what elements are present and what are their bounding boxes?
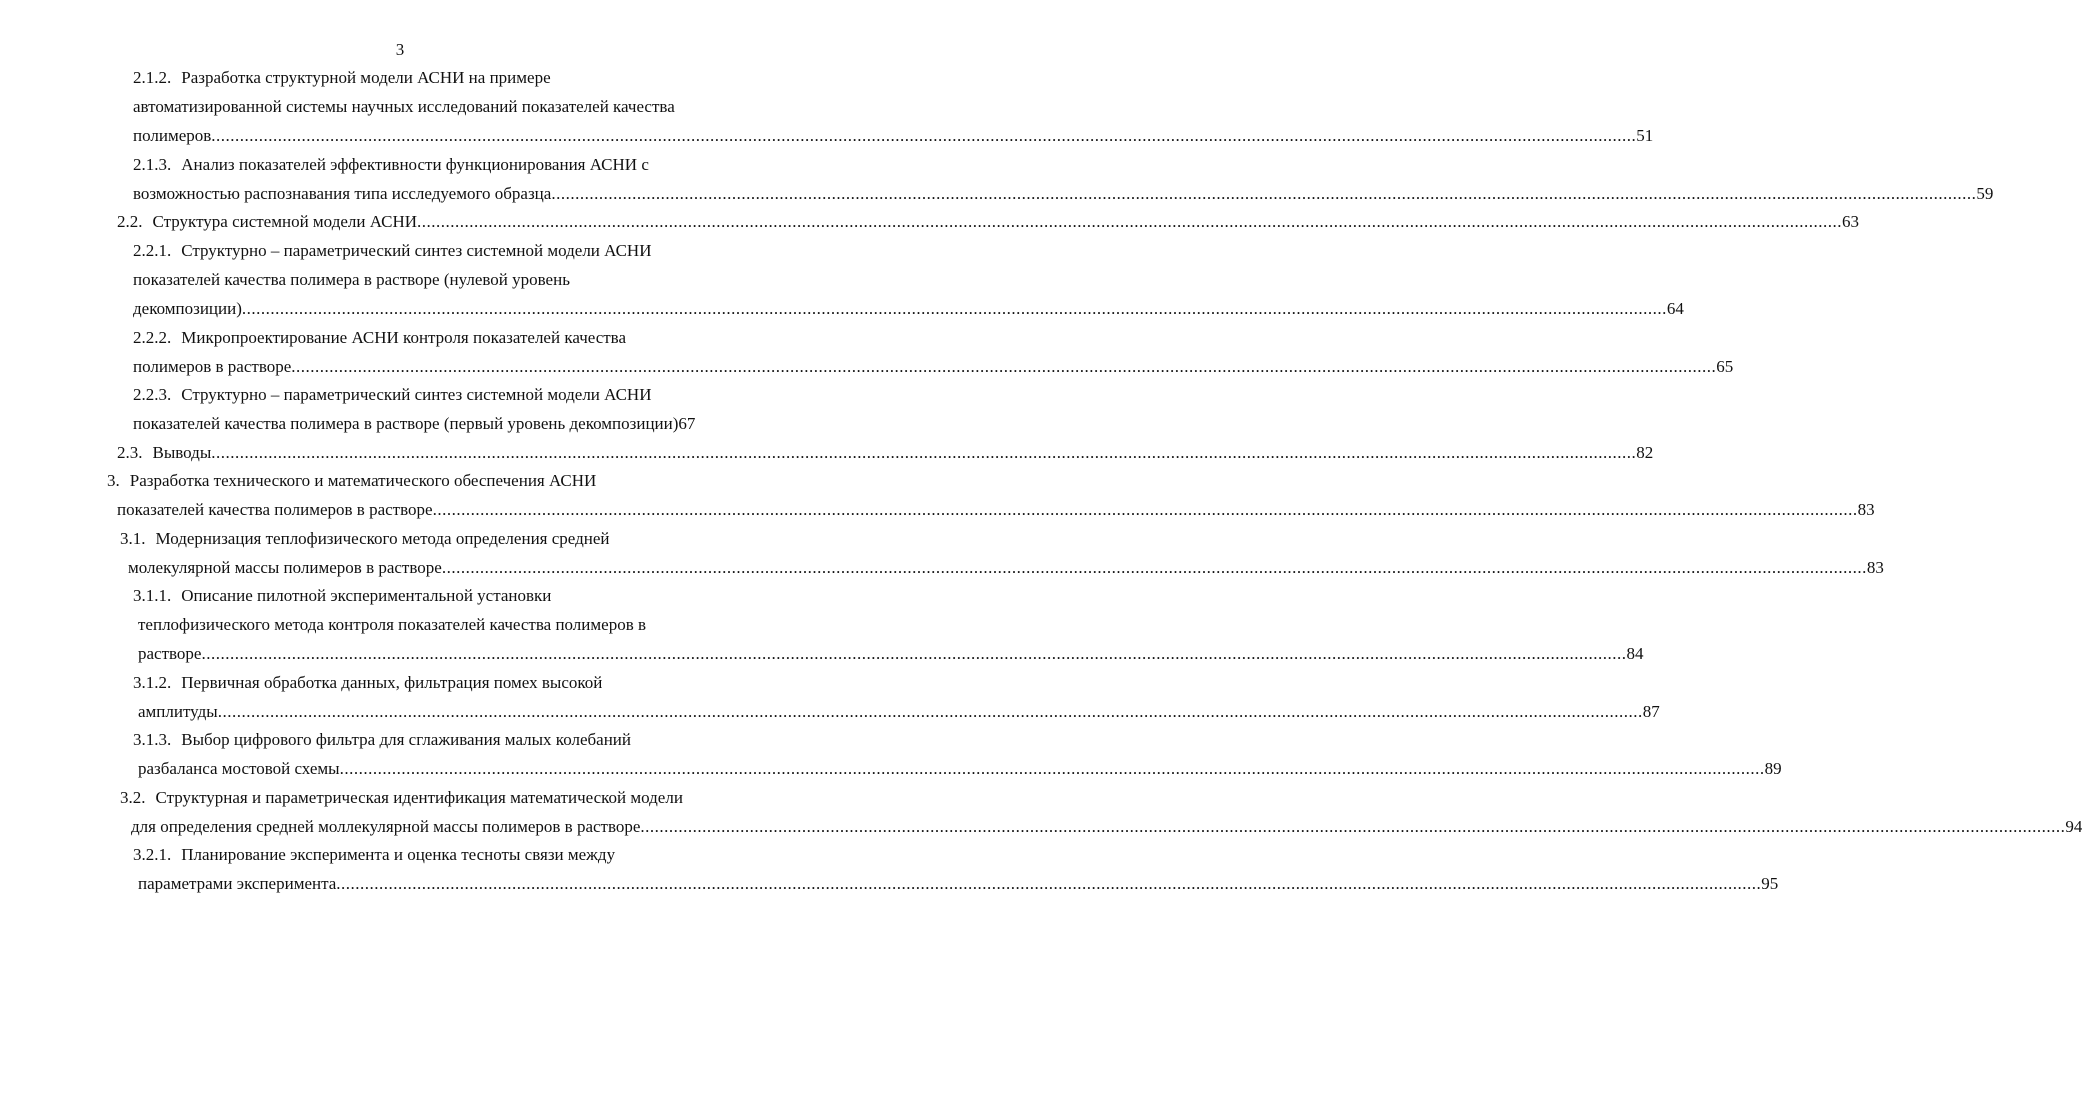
toc-entry-line [133, 266, 570, 294]
toc-entry-page: 89 [1764, 759, 1782, 778]
toc-entry-title: Модернизация теплофизического метода определения средней [155, 529, 610, 548]
toc-entry-line [131, 813, 2082, 841]
toc-entry-page: 65 [1716, 357, 1734, 376]
toc-entry-page: 84 [1626, 644, 1644, 663]
toc-entry-title: Микропроектирование АСНИ контроля показателей качества [181, 328, 627, 347]
toc-entry-line [133, 93, 675, 121]
toc-entry-number: 3.1. [120, 529, 146, 548]
toc-entry-title: Структурная и параметрическая идентификация математической модели [155, 788, 683, 807]
toc-entry-title: растворе [138, 644, 202, 663]
toc-entry-number: 2.1.2. [133, 68, 172, 87]
toc-entry-title: Структурно – параметрический синтез системной модели АСНИ [181, 385, 652, 404]
toc-entry-title: автоматизированной системы научных исследований показателей качества [133, 97, 675, 116]
toc-entry-title: показателей качества полимера в растворе (первый уровень декомпозиции) [133, 414, 679, 433]
toc-entry-title: показателей качества полимера в растворе (нулевой уровень [133, 270, 570, 289]
toc-entry-line [133, 122, 1654, 150]
toc-entry-number: 3.1.3. [133, 730, 172, 749]
toc-entry-line [117, 439, 1654, 467]
toc-entry-line [117, 208, 1860, 236]
toc-entry-line [138, 755, 1782, 783]
toc-entry-title: декомпозиции) [133, 299, 242, 318]
toc-entry-page: 83 [1857, 500, 1875, 519]
toc-entry-title: для определения средней моллекулярной массы полимеров в растворе [131, 817, 641, 836]
toc-entry-page: 59 [1976, 184, 1994, 203]
toc-entry-line [120, 525, 610, 553]
toc-entry-title: амплитуды [138, 702, 218, 721]
toc-entry-line [133, 151, 649, 179]
toc-entry-title: Разработка структурной модели АСНИ на примере [181, 68, 551, 87]
toc-entry-title: возможностью распознавания типа исследуемого образца [133, 184, 552, 203]
toc-entry-number: 2.1.3. [133, 155, 172, 174]
toc-entry-title: Описание пилотной экспериментальной установки [181, 586, 552, 605]
toc-entry-page: 94 [2065, 817, 2082, 836]
toc-entry-line [133, 353, 1734, 381]
dot-leader: ............................................................................................................................................................................................................................................................................................................ [211, 126, 1637, 145]
toc-entry-number: 2.2.3. [133, 385, 172, 404]
toc-entry-page: 82 [1636, 443, 1654, 462]
dot-leader: ............................................................................................................................................................................................................................................................................................................ [640, 817, 2066, 836]
toc-entry-number: 2.2. [117, 212, 143, 231]
toc-entry-page: 83 [1866, 558, 1884, 577]
toc-entry-page: 67 [678, 414, 696, 433]
toc-entry-title: Первичная обработка данных, фильтрация помех высокой [181, 673, 603, 692]
toc-entry-line [133, 324, 626, 352]
toc-entry-title: Выводы [152, 443, 212, 462]
toc-entry-page: 87 [1642, 702, 1660, 721]
dot-leader: ............................................................................................................................................................................................................................................................................................................ [291, 357, 1717, 376]
dot-leader: ............................................................................................................................................................................................................................................................................................................ [336, 874, 1762, 893]
toc-entry-number: 2.2.2. [133, 328, 172, 347]
toc-entry-title: Выбор цифрового фильтра для сглаживания малых колебаний [181, 730, 631, 749]
dot-leader: ............................................................................................................................................................................................................................................................................................................ [241, 299, 1667, 318]
toc-entry-number: 3.1.2. [133, 673, 172, 692]
toc-entry-line [138, 698, 1660, 726]
toc-entry-line [133, 669, 602, 697]
toc-entry-title: теплофизического метода контроля показателей качества полимеров в [138, 615, 646, 634]
toc-entry-title: полимеров в растворе [133, 357, 292, 376]
dot-leader: ............................................................................................................................................................................................................................................................................................................ [432, 500, 1858, 519]
toc-entry-line [117, 496, 1875, 524]
toc-entry-line [133, 841, 615, 869]
toc-entry-line [133, 64, 551, 92]
dot-leader: ............................................................................................................................................................................................................................................................................................................ [211, 443, 1637, 462]
toc-entry-page: 95 [1761, 874, 1779, 893]
toc-entry-line [107, 467, 596, 495]
toc-entry-line [133, 180, 1994, 208]
toc-entry-title: полимеров [133, 126, 212, 145]
toc-entry-line [133, 237, 651, 265]
toc-entry-title: Структура системной модели АСНИ [152, 212, 418, 231]
toc-entry-title: Планирование эксперимента и оценка тесноты связи между [181, 845, 616, 864]
toc-entry-number: 3.2.1. [133, 845, 172, 864]
toc-entry-title: показателей качества полимеров в растворе [117, 500, 433, 519]
dot-leader: ............................................................................................................................................................................................................................................................................................................ [217, 702, 1643, 721]
toc-entry-number: 2.3. [117, 443, 143, 462]
dot-leader: ............................................................................................................................................................................................................................................................................................................ [201, 644, 1627, 663]
toc-entry-line [133, 295, 1684, 323]
toc-entry-number: 3. [107, 471, 120, 490]
toc-entry-line [120, 784, 683, 812]
toc-entry-page: 63 [1842, 212, 1860, 231]
toc-entry-number: 2.2.1. [133, 241, 172, 260]
toc-entry-title: Разработка технического и математического обеспечения АСНИ [129, 471, 597, 490]
toc-entry-line [133, 726, 631, 754]
toc-entry-line [128, 554, 1884, 582]
toc-entry-line [138, 870, 1779, 898]
toc-entry-line [133, 410, 695, 438]
toc-entry-title: Структурно – параметрический синтез системной модели АСНИ [181, 241, 652, 260]
toc-entry-page: 51 [1636, 126, 1654, 145]
dot-leader: ............................................................................................................................................................................................................................................................................................................ [339, 759, 1765, 778]
toc-entry-title: молекулярной массы полимеров в растворе [128, 558, 442, 577]
page-number: 3 [395, 40, 405, 59]
toc-entry-page: 64 [1666, 299, 1684, 318]
toc-entry-title: параметрами эксперимента [138, 874, 337, 893]
toc-entry-number: 3.2. [120, 788, 146, 807]
dot-leader: ............................................................................................................................................................................................................................................................................................................ [417, 212, 1843, 231]
dot-leader: ............................................................................................................................................................................................................................................................................................................ [551, 184, 1977, 203]
toc-entry-number: 3.1.1. [133, 586, 172, 605]
toc-entry-title: Анализ показателей эффективности функционирования АСНИ с [181, 155, 649, 174]
toc-entry-line [133, 381, 651, 409]
toc-entry-title: разбаланса мостовой схемы [138, 759, 340, 778]
toc-entry-line [138, 611, 646, 639]
dot-leader: ............................................................................................................................................................................................................................................................................................................ [441, 558, 1867, 577]
toc-entry-line [138, 640, 1644, 668]
toc-entry-line [133, 582, 551, 610]
